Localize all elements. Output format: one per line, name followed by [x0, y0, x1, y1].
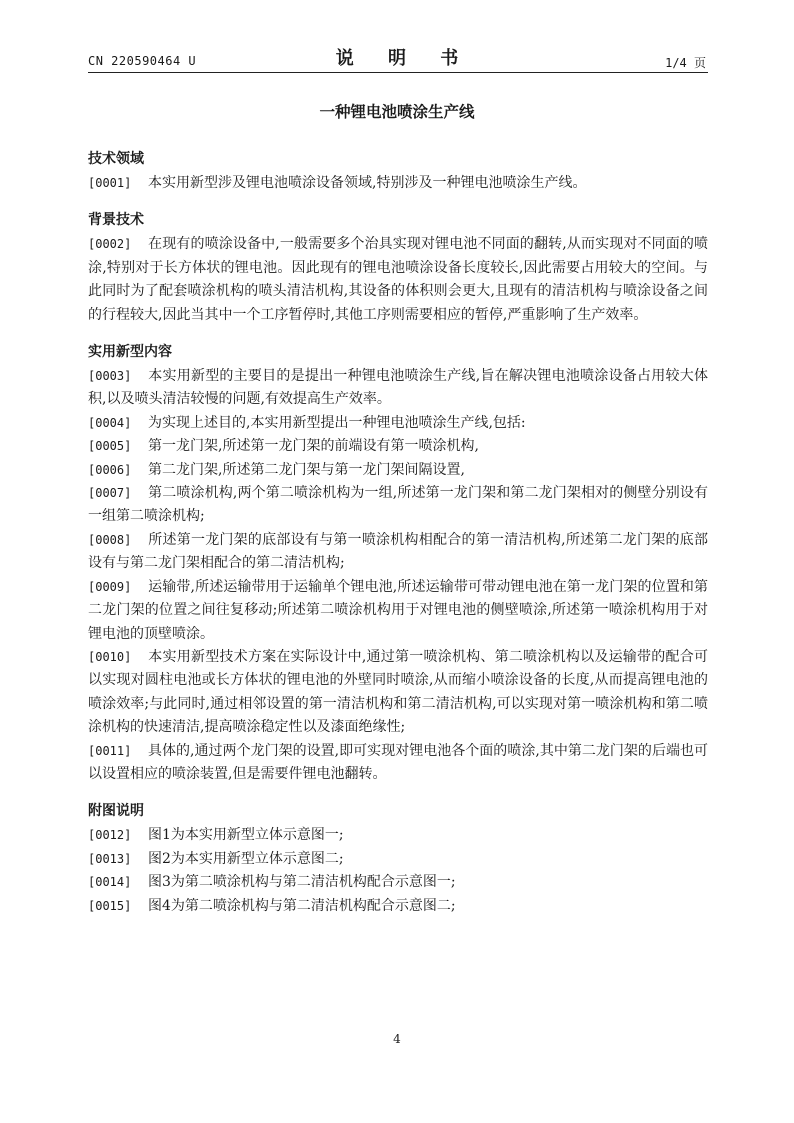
paragraph: [88, 529, 708, 576]
paragraph: [88, 482, 708, 529]
document-body: [88, 150, 708, 934]
section: [88, 150, 708, 195]
paragraph: [88, 412, 708, 435]
paragraph-number: [0010]: [88, 649, 132, 664]
paragraph-text: 图1为本实用新型立体示意图一;: [148, 827, 344, 844]
header-rule: [88, 72, 708, 73]
paragraph-text: 本实用新型技术方案在实际设计中,通过第一喷涂机构、第二喷涂机构以及运输带的配合可以实现对圆柱电池或长方体状的锂电池的外壁同时喷涂,从而缩小喷涂设备的长度,从而提高锂电池的喷涂效率;与此同时,通过相邻设置的第一清洁机构和第二清洁机构,可以实现对第一喷涂机构和第二喷涂机构的快速清洁,提高喷涂稳定性以及漆面绝缘性;: [88, 648, 708, 736]
paragraph-text: 运输带,所述运输带用于运输单个锂电池,所述运输带可带动锂电池在第一龙门架的位置和第二龙门架的位置之间往复移动;所述第二喷涂机构用于对锂电池的侧壁喷涂,所述第一喷涂机构用于对锂电池的顶壁喷涂。: [88, 578, 708, 642]
paragraph-number: [0008]: [88, 532, 132, 547]
paragraph-text: 第二喷涂机构,两个第二喷涂机构为一组,所述第一龙门架和第二龙门架相对的侧壁分别设有一组第二喷涂机构;: [88, 485, 708, 525]
paragraph: [88, 365, 708, 412]
section-heading: 实用新型内容: [88, 344, 172, 361]
paragraph-text: 本实用新型的主要目的是提出一种锂电池喷涂生产线,旨在解决锂电池喷涂设备占用较大体积,以及喷头清洁较慢的问题,有效提高生产效率。: [88, 368, 708, 408]
section-heading: 背景技术: [88, 212, 144, 229]
paragraph: [88, 646, 708, 740]
section-heading: 附图说明: [88, 803, 144, 820]
paragraph-text: 本实用新型涉及锂电池喷涂设备领域,特别涉及一种锂电池喷涂生产线。: [148, 175, 587, 191]
section: [88, 802, 708, 918]
paragraph-number: [0005]: [88, 439, 132, 454]
page-number: 4: [393, 1032, 401, 1046]
paragraph: [88, 172, 708, 195]
paragraph-number: [0007]: [88, 486, 132, 501]
publication-number: CN 220590464 U: [88, 54, 197, 68]
document-type: 说 明 书: [335, 48, 473, 69]
paragraph-text: 图2为本实用新型立体示意图二;: [148, 850, 344, 867]
paragraph-text: 在现有的喷涂设备中,一般需要多个治具实现对锂电池不同面的翻转,从而实现对不同面的喷涂,特别对于长方体状的锂电池。因此现有的锂电池喷涂设备长度较长,因此需要占用较大的空间。与此同时为了配套喷涂机构的喷头清洁机构,其设备的体积则会更大,且现有的清洁机构与喷涂设备之间的行程较大,因此当其中一个工序暂停时,其他工序则需要相应的暂停,严重影响了生产效率。: [88, 236, 708, 323]
paragraph: [88, 740, 708, 787]
paragraph: [88, 824, 708, 847]
paragraph: [88, 848, 708, 871]
paragraph-number: [0004]: [88, 415, 132, 430]
paragraph-text: 第二龙门架,所述第二龙门架与第一龙门架间隔设置,: [148, 461, 465, 478]
paragraph-text: 所述第一龙门架的底部设有与第一喷涂机构相配合的第一清洁机构,所述第二龙门架的底部设有与第二龙门架相配合的第二清洁机构;: [88, 531, 708, 572]
paragraph-number: [0015]: [88, 898, 132, 913]
paragraph: [88, 576, 708, 646]
paragraph-number: [0003]: [88, 369, 132, 384]
paragraph: [88, 435, 708, 458]
paragraph-number: [0012]: [88, 828, 132, 843]
paragraph-number: [0009]: [88, 579, 132, 594]
paragraph-text: 第一龙门架,所述第一龙门架的前端设有第一喷涂机构,: [148, 438, 479, 455]
paragraph-number: [0001]: [88, 176, 132, 190]
paragraph: [88, 895, 708, 918]
section: [88, 343, 708, 786]
section-heading: 技术领域: [88, 151, 144, 167]
paragraph-text: 具体的,通过两个龙门架的设置,即可实现对锂电池各个面的喷涂,其中第二龙门架的后端也可以设置相应的喷涂装置,但是需要件锂电池翻转。: [88, 742, 708, 782]
page-indicator: 1/4 页: [665, 56, 706, 70]
paragraph: [88, 459, 708, 482]
document-title: 一种锂电池喷涂生产线: [319, 103, 475, 121]
paragraph-number: [0002]: [88, 237, 132, 252]
section: [88, 211, 708, 327]
paragraph: [88, 233, 708, 327]
paragraph-number: [0013]: [88, 851, 132, 866]
paragraph-text: 为实现上述目的,本实用新型提出一种锂电池喷涂生产线,包括:: [148, 414, 526, 431]
paragraph-text: 图4为第二喷涂机构与第二清洁机构配合示意图二;: [148, 897, 456, 914]
paragraph-text: 图3为第二喷涂机构与第二清洁机构配合示意图一;: [148, 874, 456, 891]
paragraph-number: [0006]: [88, 462, 132, 477]
paragraph-number: [0014]: [88, 875, 132, 890]
paragraph-number: [0011]: [88, 743, 132, 758]
paragraph: [88, 871, 708, 894]
